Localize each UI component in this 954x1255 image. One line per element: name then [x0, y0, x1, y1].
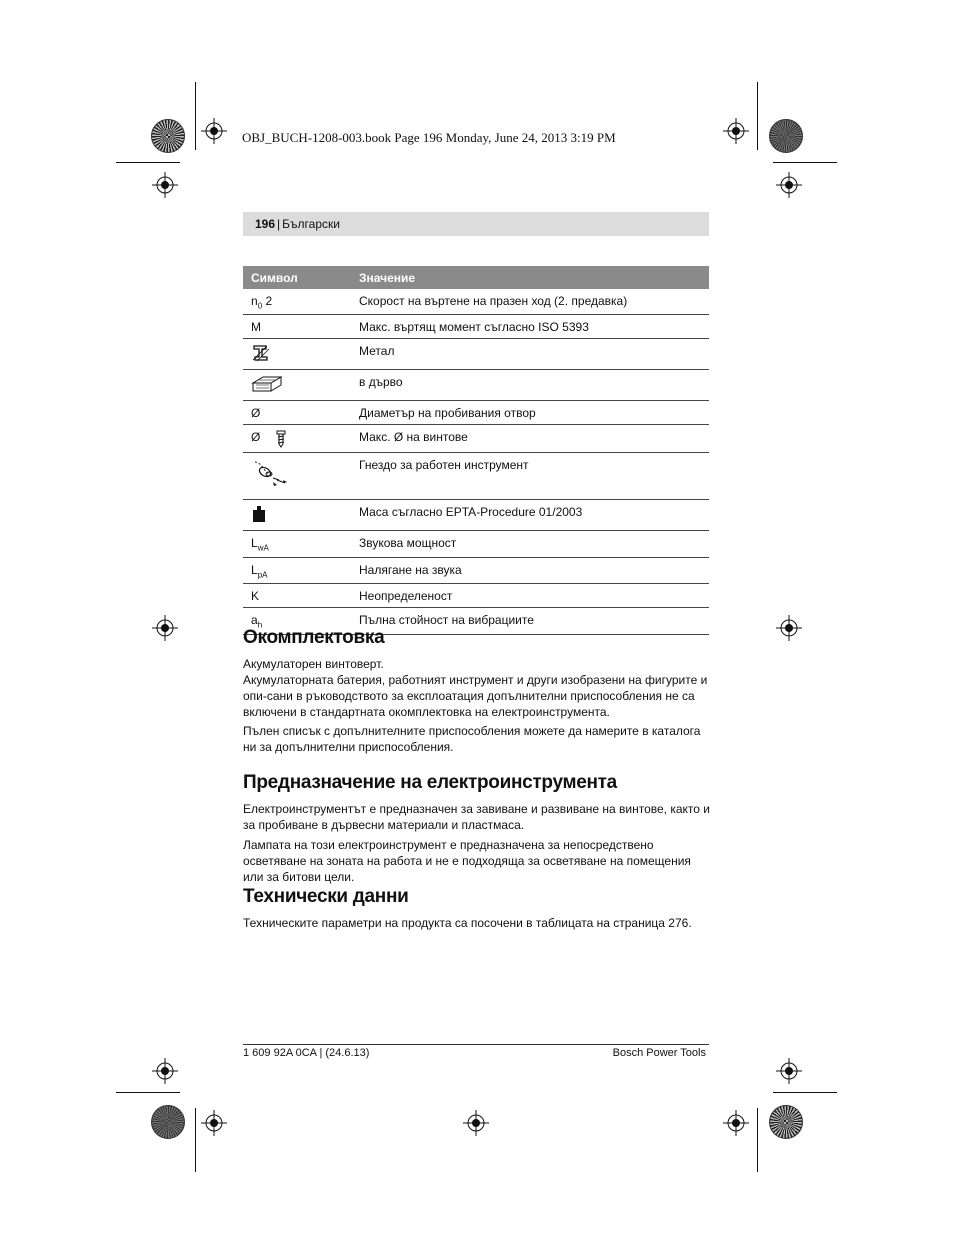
- tool-holder-icon: [251, 458, 291, 492]
- page-header: [243, 212, 709, 236]
- section-title-scope: Окомплектовка: [243, 627, 385, 648]
- registration-mark: [776, 615, 802, 641]
- symbol-text: L: [251, 536, 258, 551]
- purpose-paragraph-1: Електроинструментът е предназначен за завиване и развиване на винтове, както и за пробиване в дървесни материали и пластмаса.: [243, 802, 710, 832]
- symbol-table: [243, 266, 709, 635]
- table-row: [243, 315, 709, 339]
- metal-icon: [251, 344, 271, 362]
- symbol-text: a: [251, 613, 258, 628]
- symbol-meaning: Скорост на въртене на празен ход (2. предавка): [343, 289, 709, 315]
- symbol-subscript: h: [257, 620, 263, 630]
- symbol-text: n: [251, 294, 258, 308]
- color-bar-rosette: [151, 1105, 185, 1139]
- registration-mark: [723, 118, 749, 144]
- footer-rule: [243, 1044, 709, 1045]
- table-row: [243, 557, 709, 583]
- weight-icon: [251, 505, 267, 523]
- table-row: [243, 584, 709, 608]
- symbol-meaning: Пълна стойност на вибрациите: [343, 608, 709, 634]
- symbol-meaning: Макс. въртящ момент съгласно ISO 5393: [343, 315, 709, 339]
- scope-paragraph-3: Пълен списък с допълнителните приспособления можете да намерите в каталога ни за допълнителни приспособления.: [243, 724, 701, 754]
- registration-mark: [776, 172, 802, 198]
- symbol-meaning: Звукова мощност: [343, 531, 709, 557]
- column-header-value: Значение: [343, 266, 709, 289]
- symbol-meaning: Неопределеност: [343, 584, 709, 608]
- color-bar-rosette: [769, 1105, 803, 1139]
- header-separator: |: [277, 217, 281, 231]
- registration-mark: [776, 1058, 802, 1084]
- table-row: [243, 531, 709, 557]
- symbol-meaning: Маса съгласно EPTA-Procedure 01/2003: [343, 500, 709, 531]
- section-title-tech: Технически данни: [243, 886, 409, 907]
- symbol-suffix: 2: [262, 294, 273, 308]
- symbol-subscript: wA: [257, 543, 269, 553]
- registration-mark: [152, 172, 178, 198]
- tech-paragraph-1: Техническите параметри на продукта са посочени в таблицата на страница 276.: [243, 916, 692, 930]
- symbol-text: K: [243, 584, 343, 608]
- table-row: [243, 289, 709, 315]
- scope-paragraph-2: Акумулаторната батерия, работният инструмент и други изобразени на фигурите и опи-сани в ръководството за експлоатация допълнителни приспособления не са включени в стандартната окомплектовка на електроинструмента.: [243, 673, 708, 719]
- symbol-text: M: [243, 315, 343, 339]
- purpose-paragraph-2: Лампата на този електроинструмент е предназначена за непосредствено осветяване на зоната на работа и не е подходяща за осветяване на помещения или за битови цели.: [243, 838, 691, 884]
- table-row: [243, 425, 709, 453]
- registration-mark: [201, 118, 227, 144]
- symbol-meaning: Метал: [343, 339, 709, 370]
- symbol-meaning: Налягане на звука: [343, 557, 709, 583]
- registration-mark: [463, 1110, 489, 1136]
- symbol-text: L: [251, 562, 258, 577]
- screw-icon: [274, 430, 288, 448]
- symbol-text: Ø: [251, 430, 261, 445]
- color-bar-rosette: [151, 119, 185, 153]
- section-title-purpose: Предназначение на електроинструмента: [243, 772, 617, 793]
- table-row: [243, 339, 709, 370]
- symbol-meaning: Диаметър на пробивания отвор: [343, 401, 709, 425]
- wood-icon: [251, 375, 283, 393]
- table-row: [243, 401, 709, 425]
- symbol-meaning: Гнездо за работен инструмент: [343, 453, 709, 500]
- table-row: [243, 370, 709, 401]
- symbol-subscript: pA: [257, 570, 268, 580]
- registration-mark: [723, 1110, 749, 1136]
- column-header-symbol: Символ: [243, 266, 343, 289]
- page-number: 196: [255, 217, 276, 231]
- symbol-subscript: 0: [257, 301, 263, 311]
- registration-mark: [152, 1058, 178, 1084]
- table-row: [243, 500, 709, 531]
- table-row: [243, 453, 709, 500]
- book-info: OBJ_BUCH-1208-003.book Page 196 Monday, June 24, 2013 3:19 PM: [242, 130, 616, 145]
- footer-code: 1 609 92A 0CA | (24.6.13): [243, 1047, 370, 1059]
- registration-mark: [201, 1110, 227, 1136]
- symbol-text: Ø: [243, 401, 343, 425]
- page-language: Български: [282, 217, 340, 231]
- footer-brand: Bosch Power Tools: [612, 1047, 706, 1059]
- symbol-meaning: Макс. Ø на винтове: [343, 425, 709, 453]
- scope-paragraph-1: Акумулаторен винтоверт.: [243, 657, 384, 671]
- registration-mark: [152, 615, 178, 641]
- symbol-meaning: в дърво: [343, 370, 709, 401]
- color-bar-rosette: [769, 119, 803, 153]
